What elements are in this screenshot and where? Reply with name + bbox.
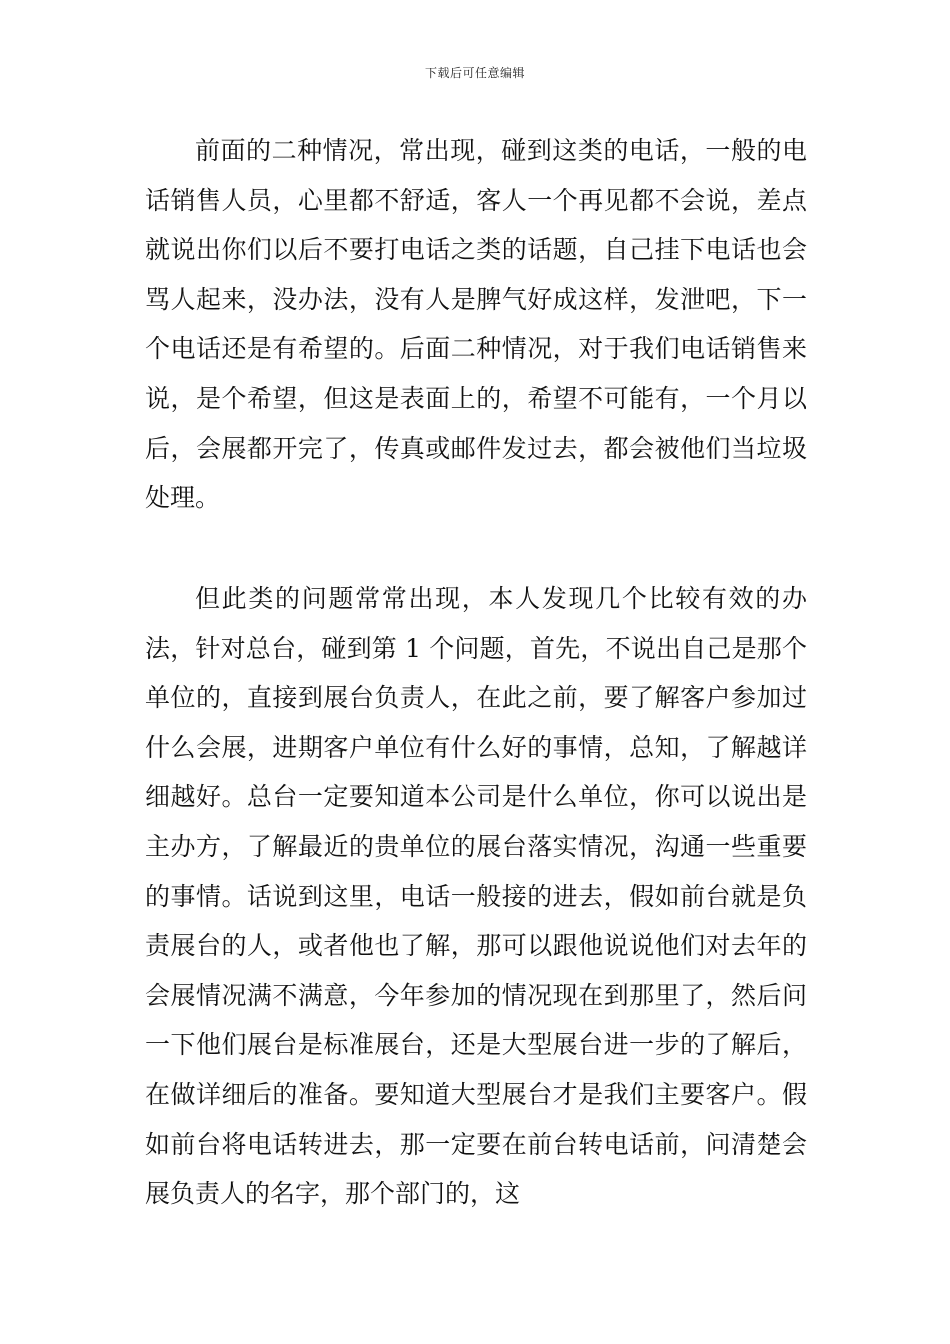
paragraph-2-container bbox=[145, 574, 807, 1219]
page-header: 下载后可任意编辑 bbox=[424, 66, 525, 80]
paragraph-2: 但此类的问题常常出现，本人发现几个比较有效的办法，针对总台，碰到第 1 个问题，首先，不说出自己是那个单位的，直接到展台负责人，在此之前，要了解客户参加过什么会展，进期客户单位有什么好的事情，总知，了解越详细越好。总台一定要知道本公司是什么单位，你可以说出是主办方，了解最近的贵单位的展台落实情况，沟通一些重要的事情。话说到这里，电话一般接的进去，假如前台就是负责展台的人，或者他也了解，那可以跟他说说他们对去年的会展情况满不满意，今年参加的情况现在到那里了，然后问一下他们展台是标准展台，还是大型展台进一步的了解后，在做详细后的准备。要知道大型展台才是我们主要客户。假如前台将电话转进去，那一定要在前台转电话前，问清楚会展负责人的名字，那个部门的，这 bbox=[145, 584, 807, 1209]
paragraph-1: 前面的二种情况，常出现，碰到这类的电话，一般的电话销售人员，心里都不舒适，客人一个再见都不会说，差点就说出你们以后不要打电话之类的话题，自己挂下电话也会骂人起来，没办法，没有人是脾气好成这样，发泄吧，下一个电话还是有希望的。后面二种情况，对于我们电话销售来说，是个希望，但这是表面上的，希望不可能有，一个月以后，会展都开完了，传真或邮件发过去，都会被他们当垃圾处理。 bbox=[145, 136, 807, 513]
paragraph-1-container bbox=[145, 126, 807, 523]
